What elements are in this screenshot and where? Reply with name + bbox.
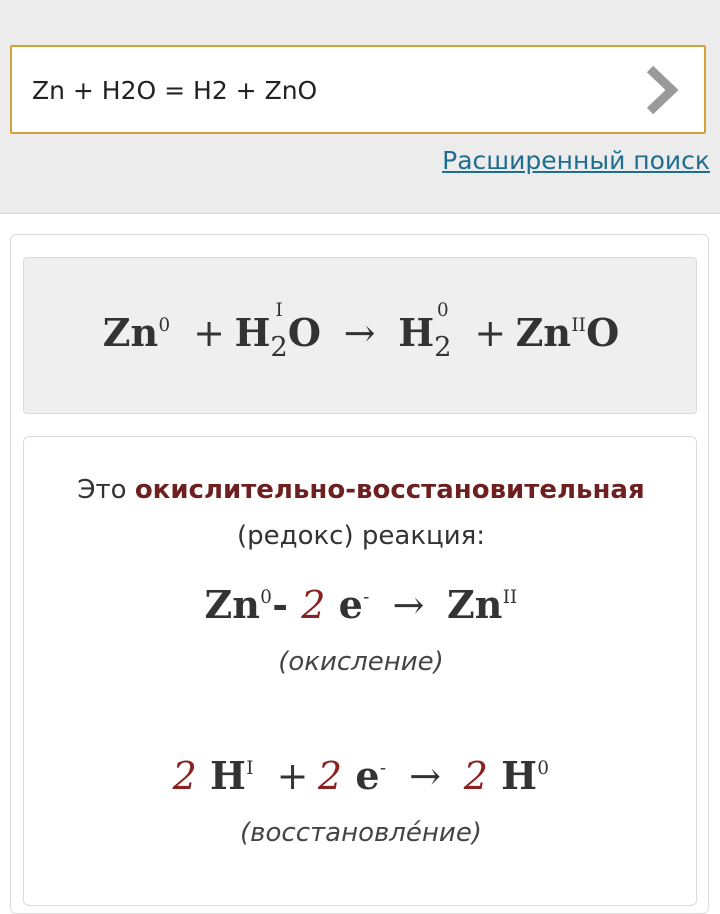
oxidation-half-reaction xyxy=(24,582,698,627)
element-zn: Zn xyxy=(447,582,503,627)
redox-intro xyxy=(24,475,698,505)
reduction-label: (восстановле́ние) xyxy=(240,818,482,848)
oxidation-label: (окисление) xyxy=(278,647,444,677)
electron: e xyxy=(338,582,363,627)
search-submit-button[interactable] xyxy=(642,65,686,115)
balanced-equation xyxy=(24,299,698,364)
advanced-search-link[interactable]: Расширенный поиск xyxy=(442,146,710,175)
oxidation-state: I xyxy=(275,299,283,321)
coefficient: 2 xyxy=(463,754,488,798)
redox-info-box xyxy=(23,436,697,906)
intro-prefix: Это xyxy=(77,475,127,505)
oxidation-state: I xyxy=(246,758,254,780)
coefficient: 2 xyxy=(317,754,343,798)
minus-sign: - xyxy=(272,582,288,627)
plus-sign: + xyxy=(474,311,507,355)
element-h: H xyxy=(501,753,538,798)
element-h: H xyxy=(210,753,246,798)
reaction-arrow: → xyxy=(343,311,376,355)
coefficient: 2 xyxy=(301,583,326,627)
subscript: 2 xyxy=(434,332,452,364)
h-sub-stack xyxy=(270,299,288,364)
element-o: O xyxy=(287,310,321,355)
element-h: H xyxy=(398,310,435,355)
h2-sub-stack xyxy=(434,299,452,364)
oxidation-state: 0 xyxy=(158,315,171,337)
subscript: 2 xyxy=(270,332,288,364)
element-zn: Zn xyxy=(515,310,572,355)
electron: e xyxy=(355,753,380,798)
redox-highlight: окислительно-восстановительная xyxy=(134,475,645,505)
reaction-arrow: → xyxy=(392,583,425,627)
plus-sign: + xyxy=(193,311,225,355)
search-input[interactable] xyxy=(32,67,612,113)
electron-charge: - xyxy=(363,587,370,609)
chevron-right-icon xyxy=(642,65,686,115)
oxidation-state: II xyxy=(502,587,518,609)
element-zn: Zn xyxy=(102,310,159,355)
oxidation-state: 0 xyxy=(437,299,449,321)
element-zn: Zn xyxy=(204,582,260,627)
coefficient: 2 xyxy=(172,754,197,798)
plus-sign: + xyxy=(276,754,309,798)
search-header xyxy=(0,0,720,214)
reduction-half-reaction xyxy=(24,753,698,798)
oxidation-state: II xyxy=(571,315,586,337)
redox-intro-line2: (редокс) реакция: xyxy=(236,521,486,551)
electron-charge: - xyxy=(379,758,387,780)
equation-box xyxy=(23,257,697,414)
result-card xyxy=(10,234,709,914)
element-o: O xyxy=(586,310,620,355)
oxidation-state: 0 xyxy=(537,758,550,780)
search-box xyxy=(10,45,706,134)
oxidation-state: 0 xyxy=(260,587,272,609)
element-h: H xyxy=(234,310,271,355)
reaction-arrow: → xyxy=(409,754,441,798)
